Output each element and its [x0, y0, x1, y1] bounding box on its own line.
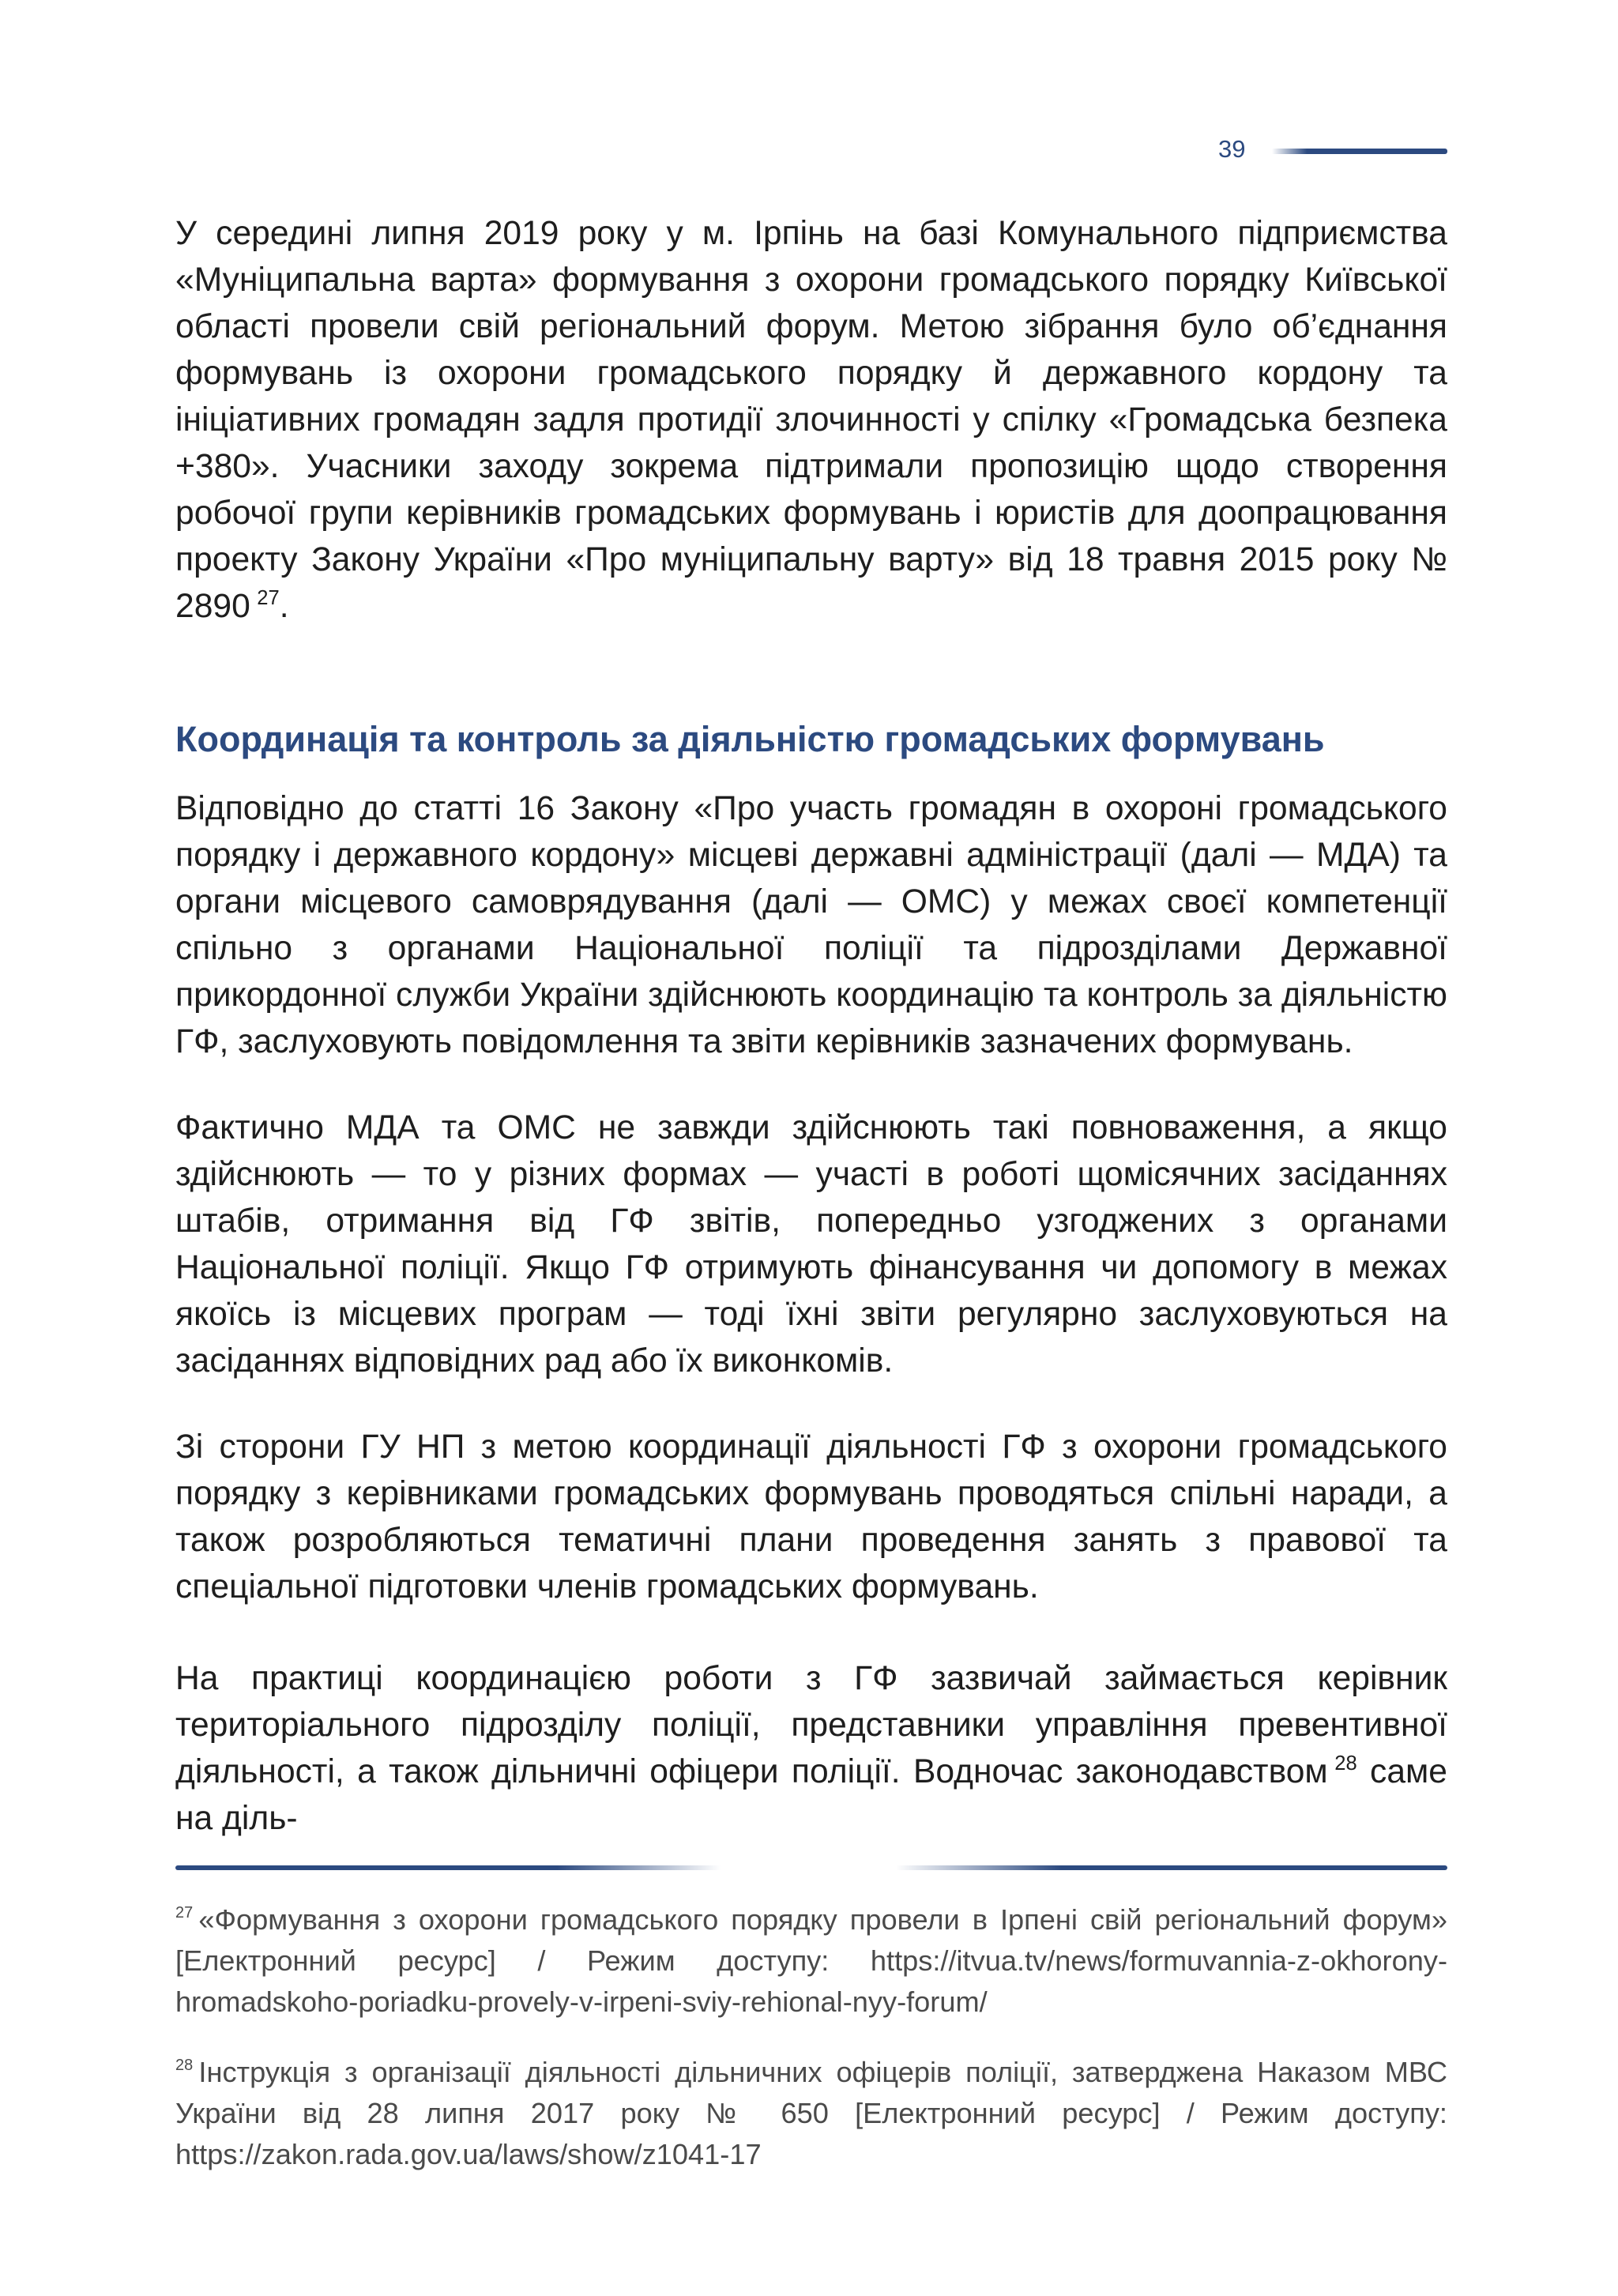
intro-end: .: [279, 587, 289, 625]
intro-text: У середині липня 2019 року у м. Ірпінь на базі Комунального підприємства «Муніципальна варта» формування з охорони громадського порядку Київської області провели свій регіональний форум. Метою зібрання було об’єднання формувань із охорони громадського порядку й державного кордону та ініціативних громадян задля протидії злочинності у спілку «Громадська безпека +380». Учасники заходу зокрема підтримали пропозицію щодо створення робочої групи керівників громадських формувань і юристів для доопрацювання проекту Закону України «Про муніципальну варту» від 18 травня 2015 року № 2890: [175, 214, 1447, 625]
footnote-number: 27: [175, 1903, 194, 1921]
footnote-divider-left: [175, 1865, 721, 1870]
footnote-28: [175, 2052, 1447, 2175]
paragraph-practice-coordination: [175, 1655, 1447, 1842]
footnote-text: «Формування з охорони громадського порядку провели в Ірпені свій регіональний форум» [Електронний ресурс] / Режим доступу: https://itvua.tv/news/formuvannia-z-okhorony-hromadskoho-poriadku-provely-v-irpeni-sviy-rehional-nyy-forum/: [175, 1903, 1447, 2018]
footnote-number: 28: [175, 2056, 194, 2074]
footnote-ref-28[interactable]: 28: [1334, 1752, 1357, 1775]
paragraph-actual-practice: Фактично МДА та ОМС не завжди здійснюють такі повноваження, а якщо здійснюють — то у різних формах — участі в роботі щомісячних засіданнях штабів, отримання від ГФ звітів, попередньо узгоджених з органами Національної поліції. Якщо ГФ отримують фінансування чи допомогу в межах якоїсь із місцевих програм — тоді їхні звіти регулярно заслуховуються на засіданнях відповідних рад або їх виконкомів.: [175, 1108, 1447, 1379]
header-rule: [1272, 149, 1447, 154]
paragraph-law-article: Відповідно до статті 16 Закону «Про участь громадян в охороні громадського порядку і державного кордону» місцеві державні адміністрації (далі — МДА) та органи місцевого самоврядування (далі — ОМС) у межах своєї компетенції спільно з органами Національної поліції та підрозділами Державної прикордонної служби України здійснюють координацію та контроль за діяльністю ГФ, заслуховують повідомлення та звіти керівників зазначених формувань.: [175, 789, 1447, 1060]
footnote-divider-right: [896, 1865, 1447, 1870]
footnote-ref-27[interactable]: 27: [257, 586, 280, 609]
paragraph-practice-text: На практиці координацією роботи з ГФ зазвичай займається керівник територіального підрозділу поліції, представники управління превентивної діяльності, а також дільничні офіцери поліції. Водночас законодавством: [175, 1659, 1447, 1790]
paragraph-police-coordination: Зі сторони ГУ НП з метою координації діяльності ГФ з охорони громадського порядку з керівниками громадських формувань проводяться спільні наради, а також розробляються тематичні плани проведення занять з правової та спеціальної підготовки членів громадських формувань.: [175, 1428, 1447, 1605]
intro-paragraph: [175, 210, 1447, 630]
footnote-text: Інструкція з організації діяльності дільничних офіцерів поліції, затверджена Наказом МВС України від 28 липня 2017 року № 650 [Електронний ресурс] / Режим доступу: https://zakon.rada.gov.ua/laws/show/z1041-17: [175, 2056, 1447, 2170]
footnote-27: [175, 1899, 1447, 2023]
paragraph-practice-end: саме на діль-: [175, 1752, 1447, 1837]
section-heading: Координація та контроль за діяльністю громадських формувань: [175, 719, 1325, 759]
page-number: 39: [1218, 135, 1246, 163]
